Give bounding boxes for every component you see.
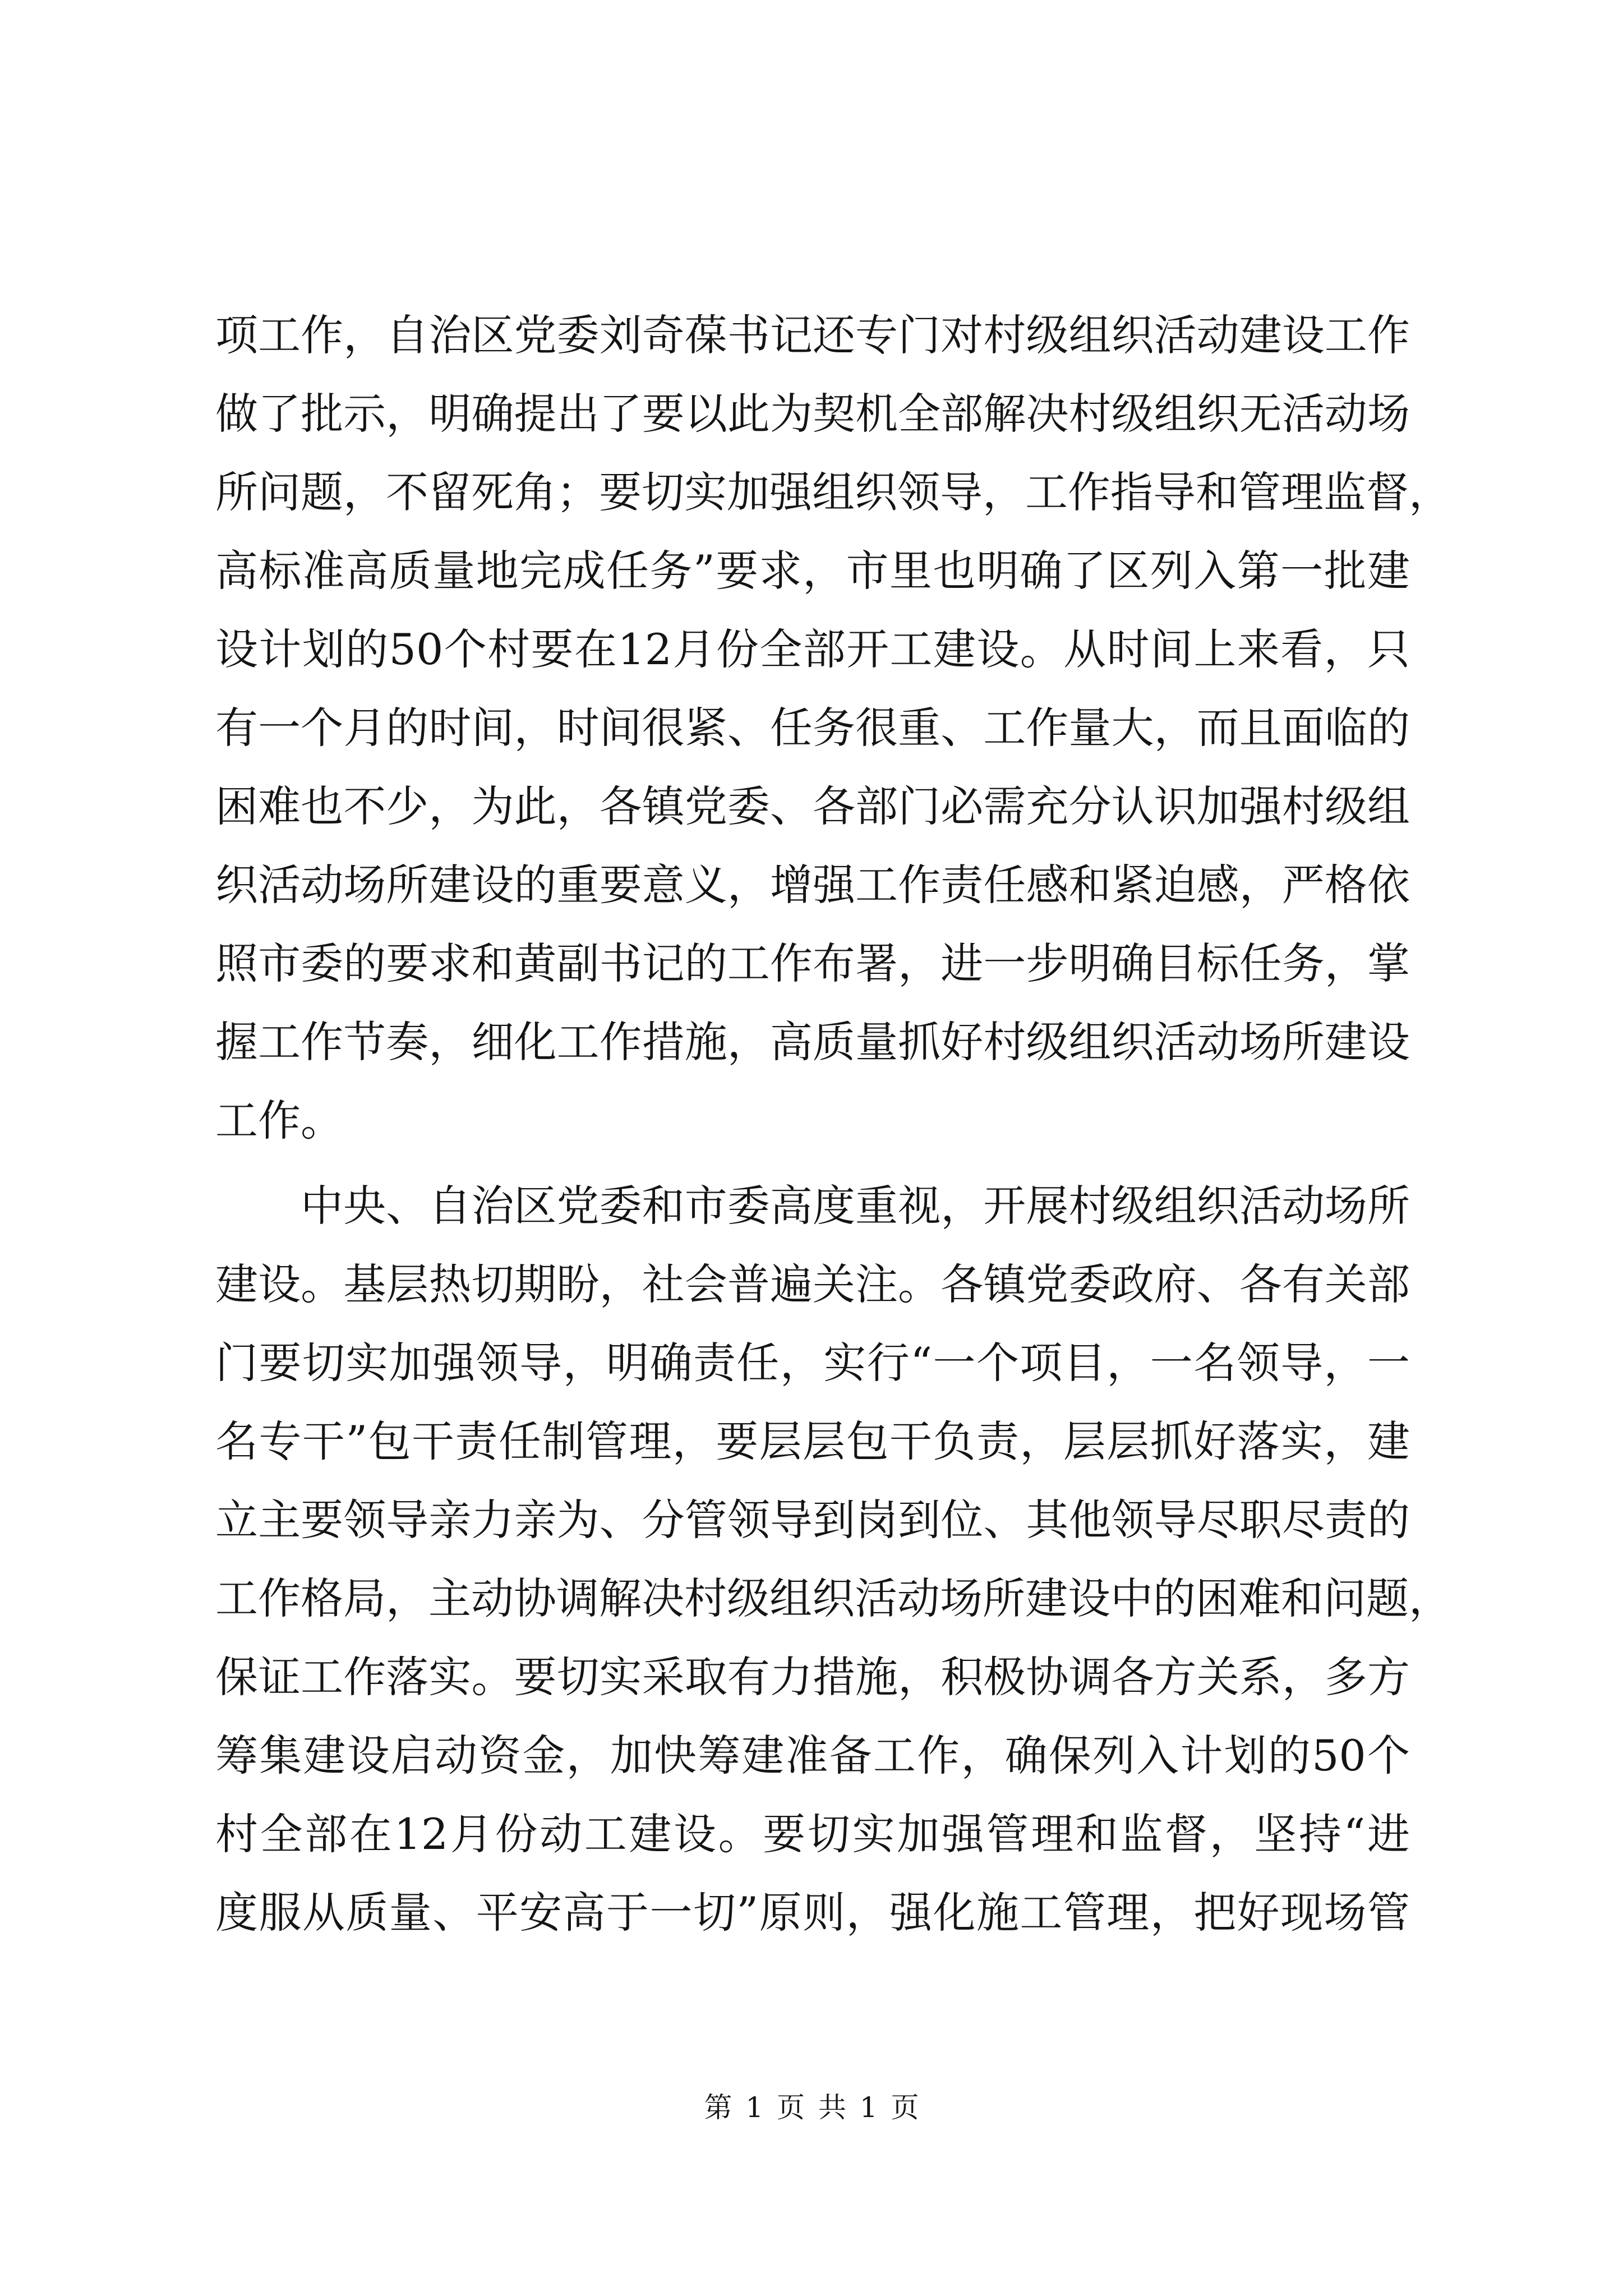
text-line: 立主要领导亲力亲为、分管领导到岗到位、其他领导尽职尽责的 bbox=[215, 1495, 1410, 1545]
text-line: 筹集建设启动资金，加快筹建准备工作，确保列入计划的50个 bbox=[215, 1731, 1410, 1780]
text-line: 织活动场所建设的重要意义，增强工作责任感和紧迫感，严格依 bbox=[215, 860, 1410, 910]
text-line: 度服从质量、平安高于一切”原则，强化施工管理，把好现场管 bbox=[215, 1888, 1410, 1938]
text-line: 困难也不少，为此，各镇党委、各部门必需充分认识加强村级组 bbox=[215, 781, 1410, 831]
paragraph-gap bbox=[215, 1160, 1410, 1167]
text-line: 握工作节奏，细化工作措施，高质量抓好村级组织活动场所建设 bbox=[215, 1017, 1410, 1067]
text-line: 做了批示，明确提出了要以此为契机全部解决村级组织无活动场 bbox=[215, 389, 1410, 439]
text-line: 保证工作落实。要切实采取有力措施，积极协调各方关系，多方 bbox=[215, 1652, 1410, 1702]
paragraph-2 bbox=[215, 1167, 1451, 1952]
text-line: 名专干”包干责任制管理，要层层包干负责，层层抓好落实，建 bbox=[215, 1416, 1410, 1466]
text-line: 照市委的要求和黄副书记的工作布署，进一步明确目标任务，掌 bbox=[215, 938, 1410, 988]
text-line: 高标准高质量地完成任务”要求，市里也明确了区列入第一批建 bbox=[215, 546, 1410, 596]
document-body bbox=[215, 296, 1451, 1952]
text-line: 工作格局，主动协调解决村级组织活动场所建设中的困难和问题， bbox=[215, 1573, 1451, 1623]
text-line: 门要切实加强领导，明确责任，实行“一个项目，一名领导，一 bbox=[215, 1338, 1410, 1388]
page-number-footer: 第 1 页 共 1 页 bbox=[704, 2091, 919, 2124]
text-line: 村全部在12月份动工建设。要切实加强管理和监督，坚持“进 bbox=[215, 1809, 1410, 1859]
text-line: 设计划的50个村要在12月份全部开工建设。从时间上来看，只 bbox=[215, 624, 1410, 674]
text-line: 中央、自治区党委和市委高度重视，开展村级组织活动场所 bbox=[301, 1181, 1410, 1231]
text-line: 建设。基层热切期盼，社会普遍关注。各镇党委政府、各有关部 bbox=[215, 1259, 1410, 1309]
text-line: 工作。 bbox=[215, 1096, 343, 1145]
paragraph-1 bbox=[215, 296, 1451, 1160]
text-line: 项工作，自治区党委刘奇葆书记还专门对村级组织活动建设工作 bbox=[215, 310, 1410, 360]
text-line: 所问题，不留死角；要切实加强组织领导，工作指导和管理监督， bbox=[215, 467, 1451, 517]
text-line: 有一个月的时间，时间很紧、任务很重、工作量大，而且面临的 bbox=[215, 703, 1410, 753]
